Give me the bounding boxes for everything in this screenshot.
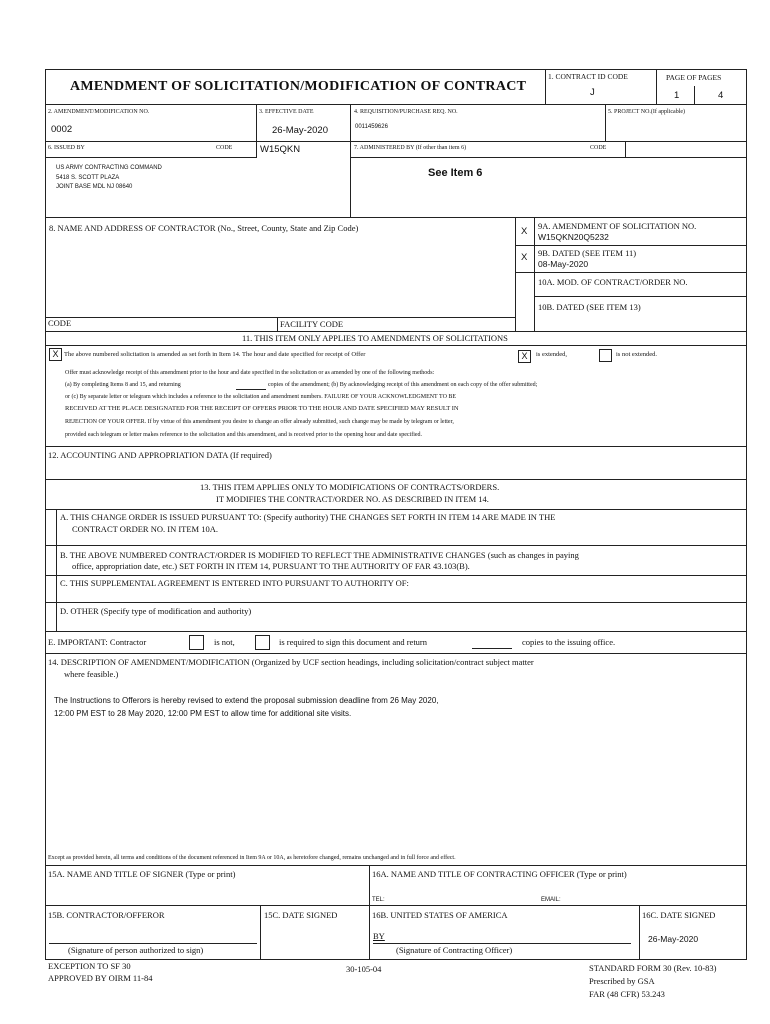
tel-label: TEL: (372, 897, 385, 903)
item-11-heading: 11. THIS ITEM ONLY APPLIES TO AMENDMENTS OF SOLICITATIONS (242, 333, 508, 343)
signature-officer-caption: (Signature of Contracting Officer) (396, 945, 513, 955)
rule (45, 317, 516, 318)
rule (515, 245, 747, 246)
instruction-line: provided each telegram or letter makes reference to the solicitation and this amendment, and is received prior to the opening hour and date specified. (65, 432, 423, 438)
item-13b-line: B. THE ABOVE NUMBERED CONTRACT/ORDER IS MODIFIED TO REFLECT THE ADMINISTRATIVE CHANGES (such as changes in paying (60, 550, 579, 560)
description-text: The Instructions to Offerors is hereby revised to extend the proposal submission deadline from 26 May 2020, (54, 696, 439, 705)
rule (369, 865, 370, 960)
issued-by-code: W15QKN (260, 144, 301, 155)
rule (694, 86, 695, 104)
effective-date-value: 26-May-2020 (272, 125, 328, 136)
by-label: BY (373, 931, 385, 941)
rule (45, 141, 747, 142)
contractor-is-required-checkbox[interactable] (255, 635, 270, 650)
rule (45, 157, 257, 158)
amendment-no-label: 2. AMENDMENT/MODIFICATION NO. (48, 109, 150, 115)
prescribed-label: Prescribed by GSA (589, 976, 655, 986)
rule (350, 157, 747, 158)
standard-form-label: STANDARD FORM 30 (Rev. 10-83) (589, 963, 717, 973)
contractor-offeror-label: 15B. CONTRACTOR/OFFEROR (48, 910, 165, 920)
x-mark-9b: X (521, 252, 528, 263)
copies-blank (472, 648, 512, 649)
instruction-line: or (c) By separate letter or telegram which includes a reference to the solicitation and amendment numbers. FAILURE OF YOUR ACKNOWLEDGMENT TO BE (65, 394, 457, 400)
contracting-officer-label: 16A. NAME AND TITLE OF CONTRACTING OFFICER (Type or print) (372, 869, 627, 879)
extended-checkbox[interactable]: X (518, 350, 531, 363)
rule (256, 104, 257, 158)
rule (605, 104, 606, 141)
item-13a-line: CONTRACT ORDER NO. IN ITEM 10A. (72, 524, 218, 534)
rule (625, 141, 626, 158)
project-no-label: 5. PROJECT NO.(If applicable) (608, 109, 686, 115)
administered-by-label: 7. ADMINISTERED BY (If other than item 6) (354, 145, 467, 151)
pages-label: PAGE OF PAGES (666, 73, 722, 82)
exception-text: EXCEPTION TO SF 30 (48, 961, 131, 971)
rule (45, 217, 747, 218)
facility-code-label: FACILITY CODE (280, 319, 344, 329)
requisition-label: 4. REQUISITION/PURCHASE REQ. NO. (354, 109, 458, 115)
signature-person-caption: (Signature of person authorized to sign) (68, 945, 204, 955)
x-mark-9a: X (521, 226, 528, 237)
rule (45, 575, 747, 576)
rule (45, 905, 747, 906)
rule (45, 345, 747, 346)
not-extended-label: is not extended. (616, 351, 657, 358)
description-label: 14. DESCRIPTION OF AMENDMENT/MODIFICATION (Organized by UCF section headings, including solicitation/contract subject matter (48, 657, 534, 667)
rule (545, 69, 546, 105)
administered-code-label: CODE (590, 145, 607, 151)
rule (45, 509, 747, 510)
copies-blank (236, 389, 266, 390)
rule (515, 272, 747, 273)
accounting-label: 12. ACCOUNTING AND APPROPRIATION DATA (If required) (48, 450, 272, 460)
is-not-label: is not, (214, 637, 235, 647)
description-text: 12:00 PM EST to 28 May 2020, 12:00 PM EST to allow time for additional site visits. (54, 709, 352, 718)
item-13d-line: D. OTHER (Specify type of modification and authority) (60, 606, 252, 616)
important-label: E. IMPORTANT: Contractor (48, 637, 147, 647)
instruction-line: Offer must acknowledge receipt of this amendment prior to the hour and date specified in the solicitation or as amended by one of the following methods: (65, 370, 435, 376)
contractor-code-label: CODE (48, 318, 72, 328)
email-label: EMAIL: (541, 897, 561, 903)
dated-9b-value: 08-May-2020 (538, 259, 589, 269)
rule (515, 217, 516, 332)
see-item-6: See Item 6 (428, 167, 483, 179)
copies-label: copies to the issuing office. (522, 637, 616, 647)
item-13-heading: 13. THIS ITEM APPLIES ONLY TO MODIFICATIONS OF CONTRACTS/ORDERS. (200, 482, 500, 492)
contract-id-label: 1. CONTRACT ID CODE (548, 72, 628, 81)
contractor-label: 8. NAME AND ADDRESS OF CONTRACTOR (No., Street, County, State and Zip Code) (49, 223, 359, 233)
rule (45, 446, 747, 447)
instruction-line: (a) By completing Items 8 and 15, and returning (65, 382, 181, 388)
rule (534, 217, 535, 332)
except-text: Except as provided herein, all terms and conditions of the document referenced in Item 9A or 10A, as heretofore changed, remains unchanged and in full force and effect. (48, 855, 456, 861)
usa-label: 16B. UNITED STATES OF AMERICA (372, 910, 508, 920)
rule (45, 331, 747, 332)
instruction-line: REJECTION OF YOUR OFFER. If by virtue of this amendment you desire to change an offer already submitted, such change may be made by telegram or letter, (65, 419, 454, 425)
description-label: where feasible.) (64, 669, 119, 679)
issuer-address-line: 5418 S. SCOTT PLAZA (56, 175, 120, 181)
dated-9b-label: 9B. DATED (SEE ITEM 11) (538, 248, 637, 258)
amendment-solicitation-value: W15QKN20Q5232 (538, 232, 609, 242)
item-13-subheading: IT MODIFIES THE CONTRACT/ORDER NO. AS DESCRIBED IN ITEM 14. (216, 494, 489, 504)
approved-text: APPROVED BY OIRM 11-84 (48, 973, 153, 983)
instruction-line: copies of the amendment; (b) By acknowledging receipt of this amendment on each copy of the offer submitted; (268, 382, 538, 388)
rule (350, 104, 351, 217)
amended-text: The above numbered solicitation is amended as set forth in Item 14. The hour and date specified for receipt of Offer (64, 351, 366, 358)
effective-date-label: 3. EFFECTIVE DATE (259, 109, 314, 115)
rule (656, 69, 657, 105)
rule (45, 653, 747, 654)
requisition-value: 0011459626 (355, 124, 388, 130)
date-signed-15c-label: 15C. DATE SIGNED (264, 910, 338, 920)
item-13a-line: A. THIS CHANGE ORDER IS ISSUED PURSUANT TO: (Specify authority) THE CHANGES SET FORTH IN ITEM 14 ARE MADE IN THE (60, 512, 556, 522)
item-13b-line: office, appropriation date, etc.) SET FORTH IN ITEM 14, PURSUANT TO THE AUTHORITY OF FAR 43.103(B). (72, 561, 470, 571)
instruction-line: RECEIVED AT THE PLACE DESIGNATED FOR THE RECEIPT OF OFFERS PRIOR TO THE HOUR AND DATE SPECIFIED MAY RESULT IN (65, 405, 459, 412)
rule (534, 296, 747, 297)
rule (45, 865, 747, 866)
is-required-label: is required to sign this document and return (279, 637, 428, 647)
page-total: 4 (718, 90, 724, 101)
mod-contract-label: 10A. MOD. OF CONTRACT/ORDER NO. (538, 277, 688, 287)
date-signed-16c-value: 26-May-2020 (648, 934, 699, 944)
issuer-address-line: US ARMY CONTRACTING COMMAND (56, 165, 162, 171)
rule (56, 509, 57, 632)
date-signed-16c-label: 16C. DATE SIGNED (642, 910, 716, 920)
issuer-address-line: JOINT BASE MDL NJ 08640 (56, 184, 133, 190)
far-label: FAR (48 CFR) 53.243 (589, 989, 665, 999)
page-number: 1 (674, 90, 680, 101)
dated-10b-label: 10B. DATED (SEE ITEM 13) (538, 302, 641, 312)
signature-line[interactable] (49, 943, 257, 944)
rule (45, 479, 747, 480)
contractor-is-not-checkbox[interactable] (189, 635, 204, 650)
amendment-no-value: 0002 (51, 124, 73, 135)
amendment-solicitation-label: 9A. AMENDMENT OF SOLICITATION NO. (538, 221, 697, 231)
signer-name-label: 15A. NAME AND TITLE OF SIGNER (Type or print) (48, 869, 236, 879)
rule (639, 905, 640, 960)
issued-by-code-label: CODE (216, 145, 233, 151)
rule (45, 545, 747, 546)
rule (45, 104, 747, 105)
rule (45, 602, 747, 603)
form-title: AMENDMENT OF SOLICITATION/MODIFICATION OF CONTRACT (70, 79, 527, 94)
not-extended-checkbox[interactable] (599, 349, 612, 362)
amended-checkbox[interactable]: X (49, 348, 62, 361)
form-number-center: 30-105-04 (346, 964, 382, 974)
issued-by-label: 6. ISSUED BY (48, 145, 85, 151)
rule (260, 905, 261, 960)
item-13c-line: C. THIS SUPPLEMENTAL AGREEMENT IS ENTERED INTO PURSUANT TO AUTHORITY OF: (60, 578, 409, 588)
signature-line[interactable] (373, 943, 631, 944)
rule (277, 317, 278, 332)
rule (45, 631, 747, 632)
contract-id-value: J (590, 87, 595, 98)
extended-label: is extended, (536, 351, 568, 358)
